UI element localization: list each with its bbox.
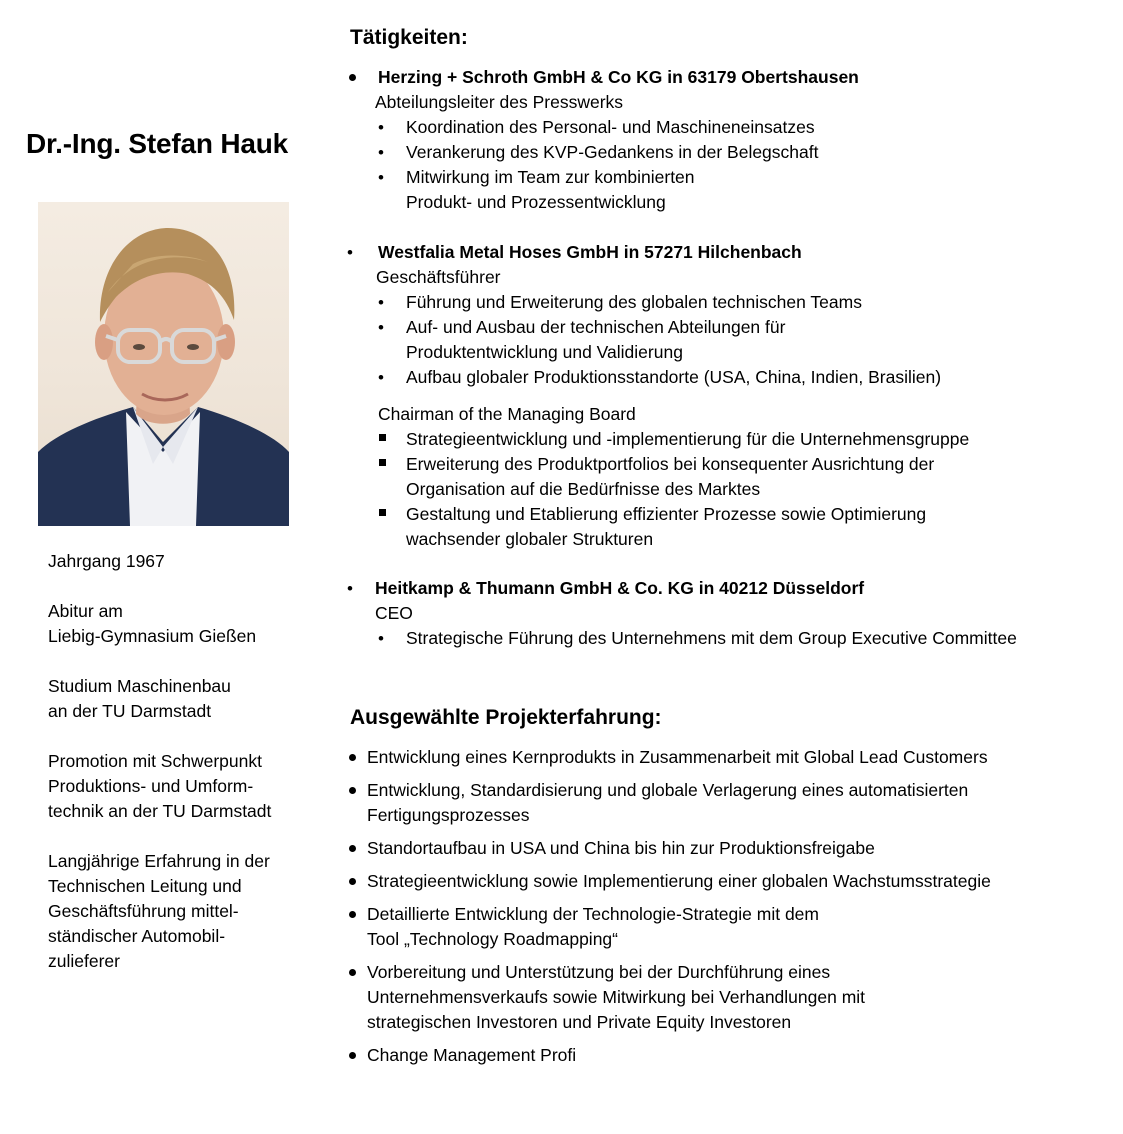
portrait-illustration	[38, 202, 289, 526]
bullet-icon	[349, 1052, 356, 1059]
activity-item: Strategieentwicklung und -implementierung für die Unternehmensgruppe	[406, 429, 970, 449]
bio-line: Studium Maschinenbau	[48, 676, 231, 696]
bio-line: Liebig-Gymnasium Gießen	[48, 626, 257, 646]
square-bullet-icon	[379, 434, 386, 441]
project-item: Tool „Technology Roadmapping“	[367, 929, 618, 949]
company-role: Abteilungsleiter des Presswerks	[375, 92, 624, 112]
bullet-icon: •	[378, 368, 384, 387]
project-item: Fertigungsprozesses	[367, 805, 530, 825]
company-name: Herzing + Schroth GmbH & Co KG in 63179 Obertshausen	[378, 67, 859, 87]
portrait-photo	[38, 202, 289, 526]
bio-line: Geschäftsführung mittel-	[48, 901, 239, 921]
activity-item: Erweiterung des Produktportfolios bei konsequenter Ausrichtung der	[406, 454, 935, 474]
bullet-icon: •	[347, 579, 353, 598]
activity-item: Auf- und Ausbau der technischen Abteilungen für	[406, 317, 786, 337]
company-role: Geschäftsführer	[376, 267, 501, 287]
bio-line: ständischer Automobil-	[48, 926, 226, 946]
activity-item: Gestaltung und Etablierung effizienter Prozesse sowie Optimierung	[406, 504, 927, 524]
project-item: Entwicklung, Standardisierung und globale Verlagerung eines automatisierten	[367, 780, 969, 800]
bullet-icon: •	[378, 118, 384, 137]
activity-item: Mitwirkung im Team zur kombinierten	[406, 167, 695, 187]
bullet-icon	[349, 74, 356, 81]
person-name: Dr.-Ing. Stefan Hauk	[26, 128, 289, 159]
project-item: Unternehmensverkaufs sowie Mitwirkung bei Verhandlungen mit	[367, 987, 866, 1007]
company-role: CEO	[375, 603, 413, 623]
activities-heading: Tätigkeiten:	[350, 26, 468, 49]
bio-line: an der TU Darmstadt	[48, 701, 212, 721]
bio-line: Jahrgang 1967	[48, 551, 165, 571]
activity-item: Strategische Führung des Unternehmens mit dem Group Executive Committee	[406, 628, 1017, 648]
bullet-icon: •	[378, 168, 384, 187]
activity-item: Produkt- und Prozessentwicklung	[406, 192, 666, 212]
bullet-icon	[349, 911, 356, 918]
company-name: Westfalia Metal Hoses GmbH in 57271 Hilchenbach	[378, 242, 802, 262]
square-bullet-icon	[379, 459, 386, 466]
activity-item: Koordination des Personal- und Maschineneinsatzes	[406, 117, 815, 137]
activity-item: Produktentwicklung und Validierung	[406, 342, 683, 362]
bio-line: Produktions- und Umform-	[48, 776, 254, 796]
project-item: Standortaufbau in USA und China bis hin zur Produktionsfreigabe	[367, 838, 875, 858]
activity-item: Führung und Erweiterung des globalen technischen Teams	[406, 292, 862, 312]
bio-line: technik an der TU Darmstadt	[48, 801, 272, 821]
activity-item: Verankerung des KVP-Gedankens in der Belegschaft	[406, 142, 819, 162]
activity-item: Aufbau globaler Produktionsstandorte (USA, China, Indien, Brasilien)	[406, 367, 942, 387]
bullet-icon: •	[378, 629, 384, 648]
bullet-icon: •	[347, 243, 353, 262]
bio-line: zulieferer	[48, 951, 120, 971]
project-item: strategischen Investoren und Private Equity Investoren	[367, 1012, 792, 1032]
project-item: Change Management Profi	[367, 1045, 577, 1065]
company-role: Chairman of the Managing Board	[378, 404, 636, 424]
bullet-icon	[349, 969, 356, 976]
bullet-icon	[349, 845, 356, 852]
project-item: Detaillierte Entwicklung der Technologie-Strategie mit dem	[367, 904, 819, 924]
bullet-icon	[349, 787, 356, 794]
bio-line: Promotion mit Schwerpunkt	[48, 751, 262, 771]
company-name: Heitkamp & Thumann GmbH & Co. KG in 40212 Düsseldorf	[375, 578, 865, 598]
activity-item: wachsender globaler Strukturen	[406, 529, 654, 549]
project-item: Entwicklung eines Kernprodukts in Zusammenarbeit mit Global Lead Customers	[367, 747, 988, 767]
bio-line: Abitur am	[48, 601, 123, 621]
bullet-icon	[349, 754, 356, 761]
bullet-icon	[349, 878, 356, 885]
bullet-icon: •	[378, 318, 384, 337]
square-bullet-icon	[379, 509, 386, 516]
project-item: Strategieentwicklung sowie Implementierung einer globalen Wachstumsstrategie	[367, 871, 991, 891]
bullet-icon: •	[378, 143, 384, 162]
projects-heading: Ausgewählte Projekterfahrung:	[350, 706, 662, 729]
bio-line: Technischen Leitung und	[48, 876, 242, 896]
activity-item: Organisation auf die Bedürfnisse des Marktes	[406, 479, 761, 499]
bio-line: Langjährige Erfahrung in der	[48, 851, 270, 871]
bullet-icon: •	[378, 293, 384, 312]
project-item: Vorbereitung und Unterstützung bei der Durchführung eines	[367, 962, 831, 982]
